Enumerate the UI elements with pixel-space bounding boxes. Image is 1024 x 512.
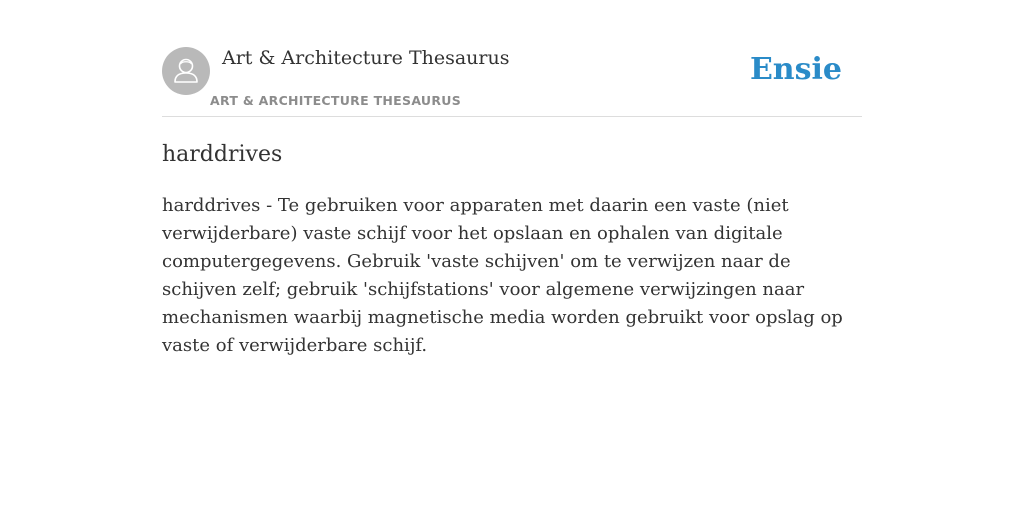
entry-definition: harddrives - Te gebruiken voor apparaten met daarin een vaste (niet verwijderbare) vaste schijf voor het opslaan en ophalen van digitale computergegevens. Gebruik 'vaste schijven' om te verwijzen naar de schijven zelf; gebruik 'schijfstations' voor algemene verwijzingen naar mechanismen waarbij magnetische media worden gebruikt voor opslag op vaste of verwijderbare schijf. [162,195,843,356]
user-avatar-icon [162,47,210,95]
author-name-link[interactable]: Art & Architecture Thesaurus [222,47,510,69]
entry-term: harddrives [162,142,283,167]
entry-header [162,40,862,117]
author-avatar[interactable] [162,47,210,95]
brand-logo[interactable]: Ensie [749,52,842,87]
author-subtitle: ART & ARCHITECTURE THESAURUS [210,93,462,108]
